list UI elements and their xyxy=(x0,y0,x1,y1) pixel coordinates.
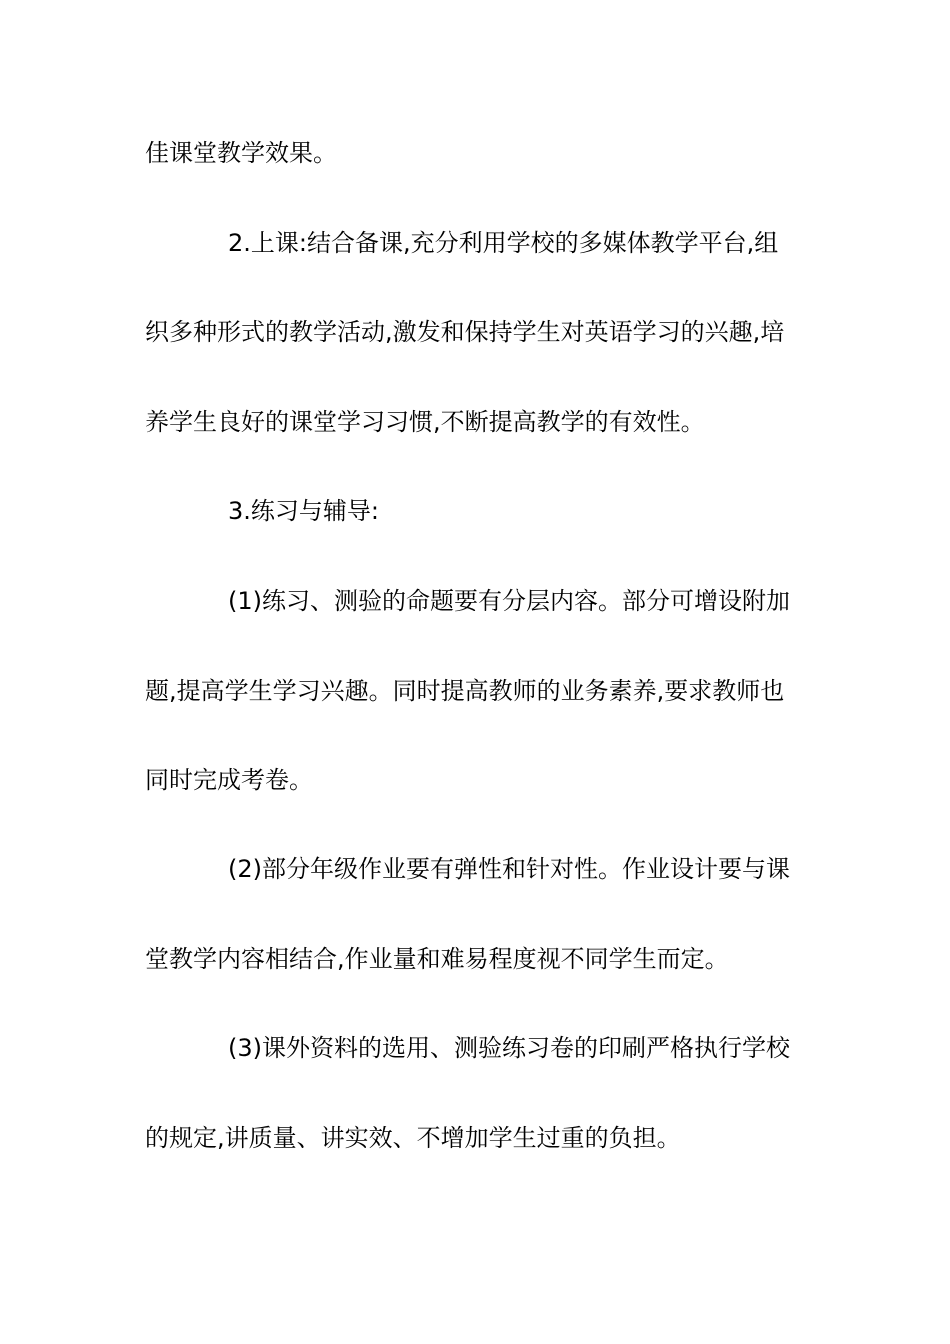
text-line: 题,提高学生学习兴趣。同时提高教师的业务素养,要求教师也 xyxy=(145,677,785,705)
text-line: 3.练习与辅导: xyxy=(228,497,379,525)
text-line: (3)课外资料的选用、测验练习卷的印刷严格执行学校 xyxy=(228,1034,790,1062)
text-line: 织多种形式的教学活动,激发和保持学生对英语学习的兴趣,培 xyxy=(145,318,785,346)
text-line: 同时完成考卷。 xyxy=(145,766,313,794)
text-line: (2)部分年级作业要有弹性和针对性。作业设计要与课 xyxy=(228,855,790,883)
text-line: 养学生良好的课堂学习习惯,不断提高教学的有效性。 xyxy=(145,408,705,436)
text-line: (1)练习、测验的命题要有分层内容。部分可增设附加 xyxy=(228,587,790,615)
text-line: 2.上课:结合备课,充分利用学校的多媒体教学平台,组 xyxy=(228,229,779,257)
text-line: 的规定,讲质量、讲实效、不增加学生过重的负担。 xyxy=(145,1124,681,1152)
text-line: 堂教学内容相结合,作业量和难易程度视不同学生而定。 xyxy=(145,945,729,973)
text-line: 佳课堂教学效果。 xyxy=(145,139,337,167)
